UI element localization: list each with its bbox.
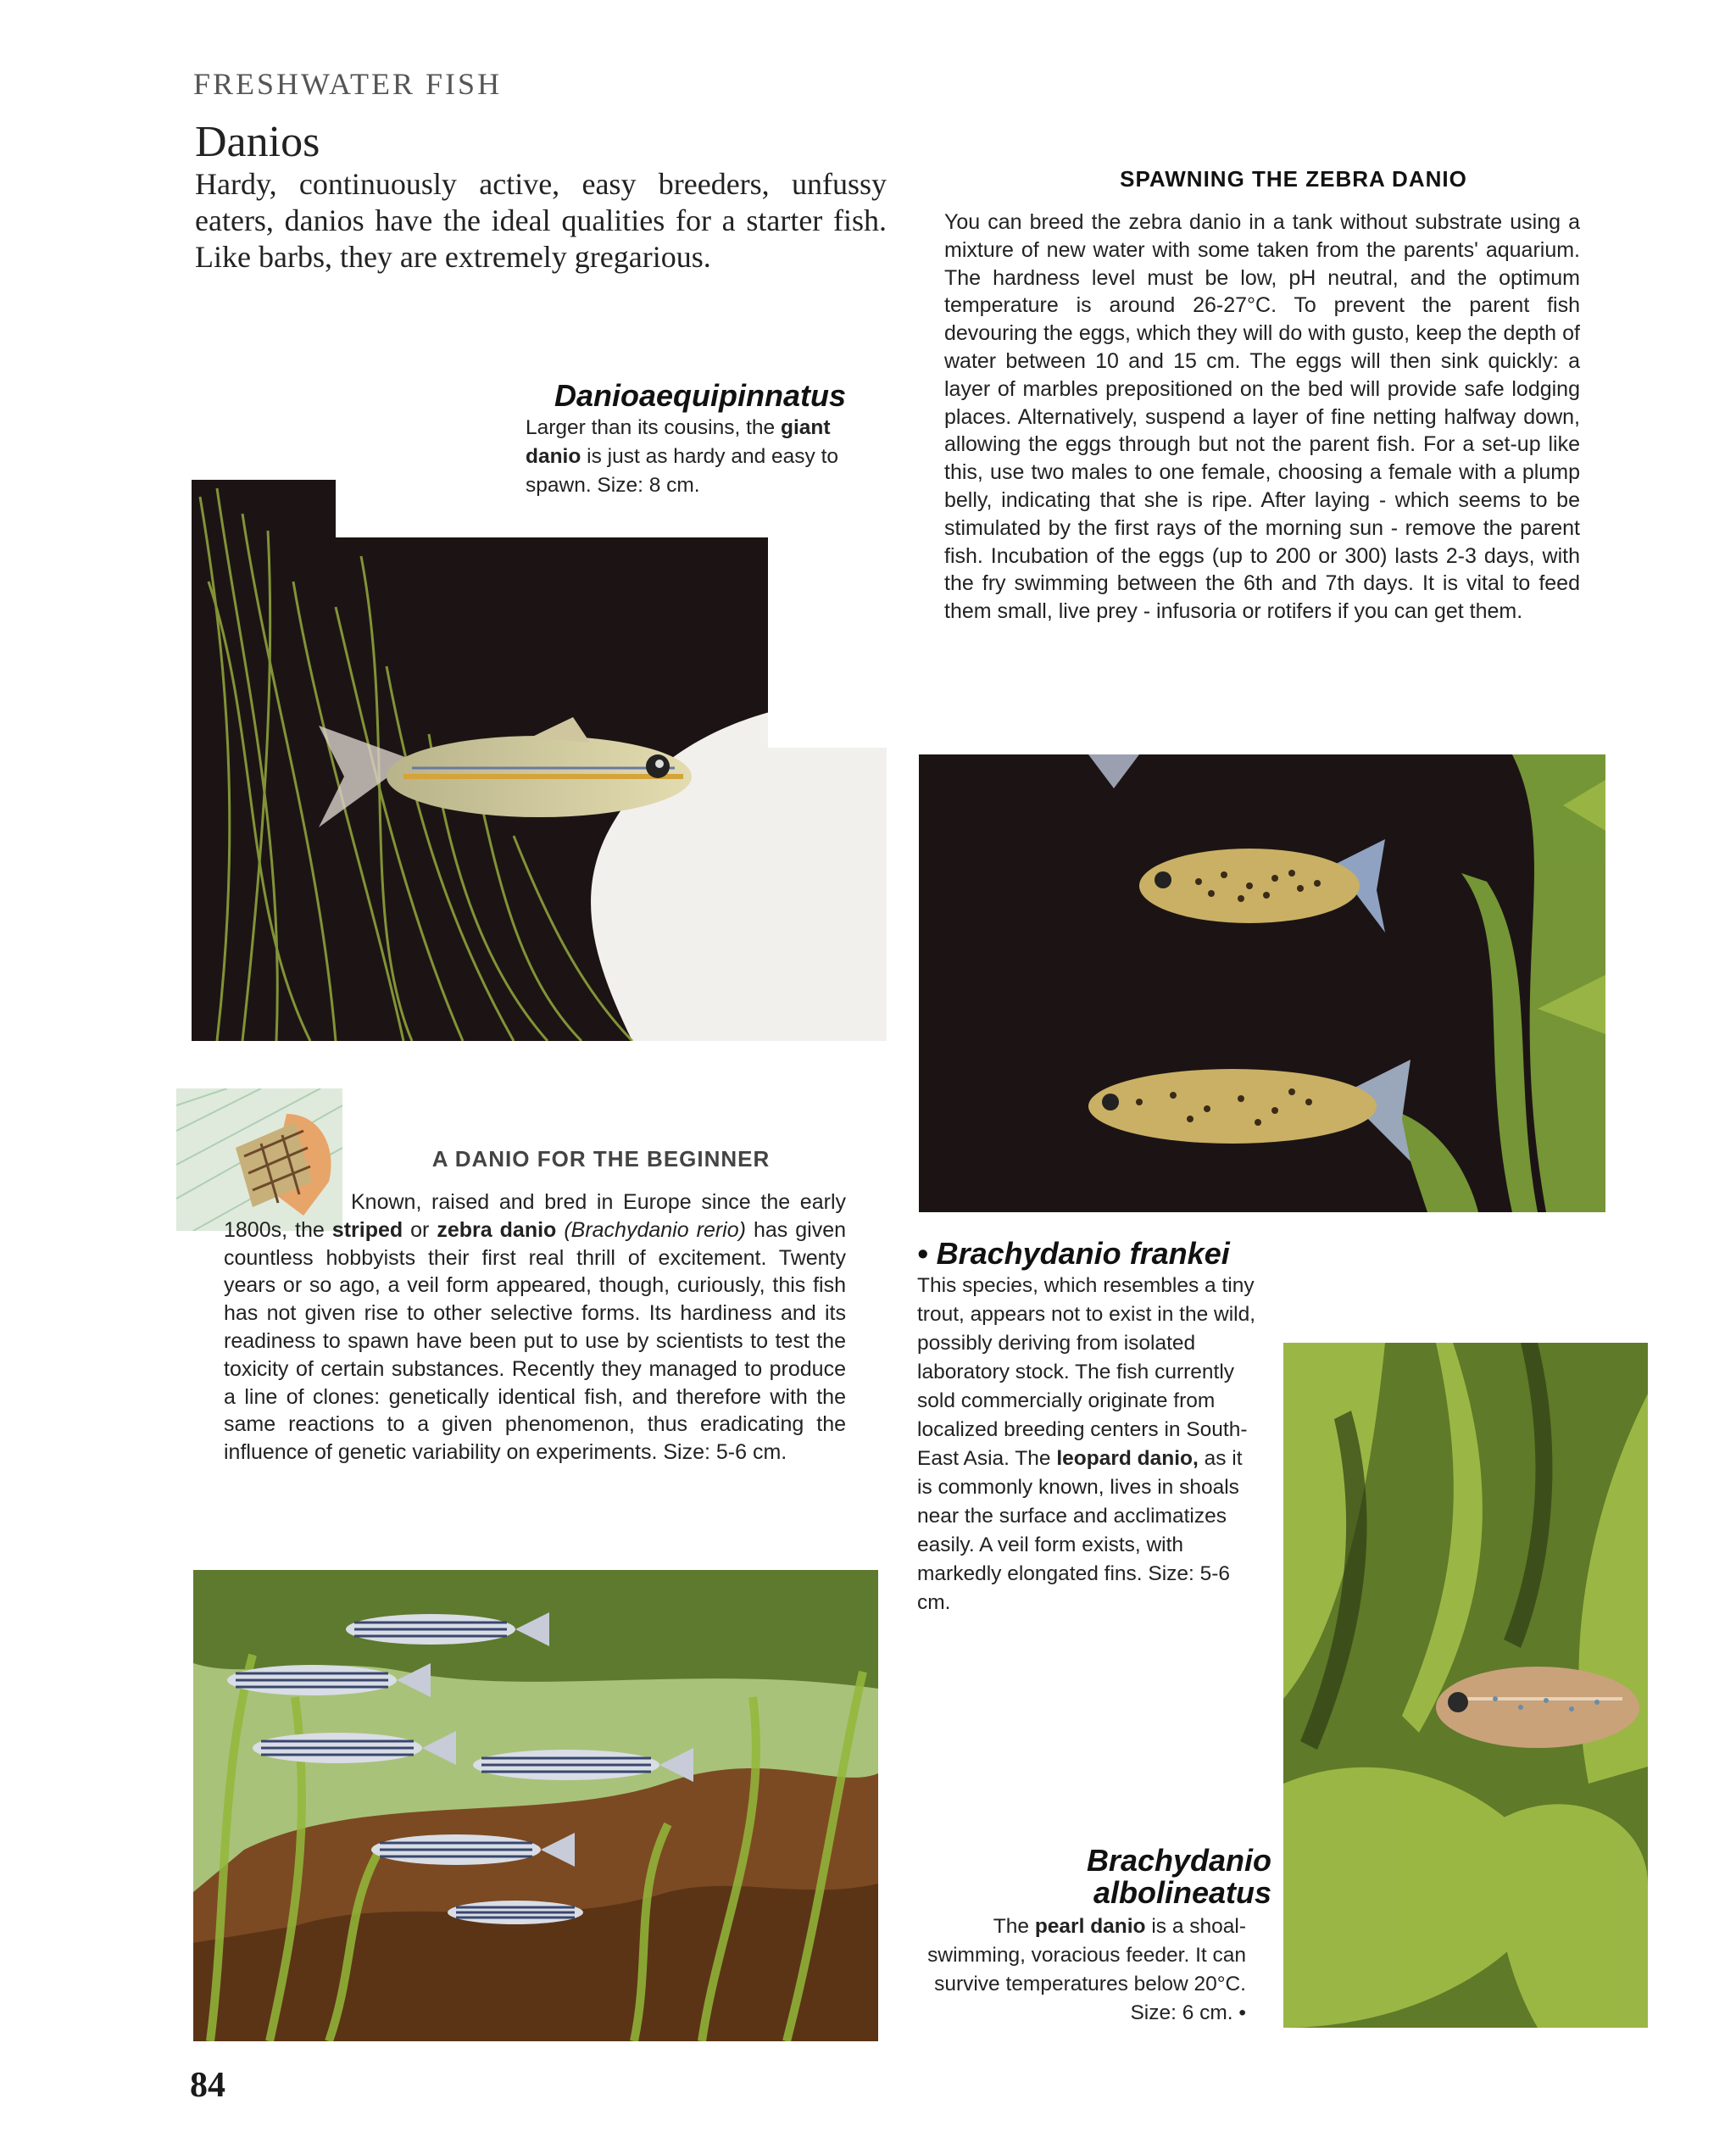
giant-danio-bold: giant danio bbox=[526, 416, 831, 468]
beginner-italic: (Brachydanio rerio) bbox=[564, 1217, 746, 1242]
pearl-danio-photo bbox=[1283, 1343, 1648, 2028]
beginner-text-2: or bbox=[403, 1217, 437, 1242]
albolineatus-caption bbox=[924, 1912, 1246, 2028]
page-title: Danios bbox=[195, 118, 320, 166]
frankei-text-2: as it is commonly known, lives in shoals near the surface and acclimatizes easily. A veil form exists, with markedly elongated fins. Size: 5-6 cm. bbox=[917, 1447, 1243, 1614]
albolineatus-bold: pearl danio bbox=[1034, 1915, 1146, 1938]
albolineatus-title-line1: Brachydanio bbox=[1086, 1843, 1271, 1878]
beginner-bold-1: striped bbox=[331, 1217, 403, 1242]
intro-paragraph: Hardy, continuously active, easy breeders, unfussy eaters, danios have the ideal qualities for a starter fish. Like barbs, they are extremely gregarious. bbox=[195, 167, 887, 274]
frankei-text-1: This species, which resembles a tiny trout, appears not to exist in the wild, possibly deriving from isolated laboratory stock. The fish currently sold commercially originate from localized breeding centers in South-East Asia. The bbox=[917, 1274, 1256, 1470]
leopard-danio-photo bbox=[919, 754, 1605, 1212]
beginner-text-1: Known, raised and bred in Europe since the early 1800s, the bbox=[224, 1190, 846, 1242]
albolineatus-text-2: is a shoal-swimming, voracious feeder. It can survive temperatures below 20°C. Size: 6 cm. • bbox=[927, 1915, 1246, 2024]
frankei-caption bbox=[917, 1272, 1256, 1617]
beginner-heading: A DANIO FOR THE BEGINNER bbox=[431, 1146, 771, 1172]
albolineatus-title bbox=[1000, 1845, 1271, 1909]
beginner-bold-2: zebra danio bbox=[437, 1217, 557, 1242]
page-number: 84 bbox=[190, 2066, 225, 2105]
giant-danio-title: Danioaequipinnatus bbox=[554, 378, 847, 413]
spawning-heading: SPAWNING THE ZEBRA DANIO bbox=[1120, 166, 1467, 192]
giant-danio-text-a: Larger than its cousins, the bbox=[526, 416, 781, 439]
giant-danio-photo bbox=[192, 480, 887, 1041]
frankei-title: • Brachydanio frankei bbox=[917, 1236, 1230, 1271]
beginner-text-4: has given countless hobbyists their first real thrill of excitement. Twenty years or so ago, a veil form appeared, though, curiously, this fish has not given rise to other selective forms. Its hardiness and its readiness to spawn have been put to use by scientists to test the toxicity of certain substances. Recently they managed to produce a line of clones: genetically identical fish, and therefore with the same reactions to a given phenomenon, thus eradicating the influence of genetic variability on experiments. Size: 5-6 cm. bbox=[224, 1217, 847, 1465]
beginner-text bbox=[224, 1188, 846, 1467]
zebra-danio-photo bbox=[193, 1570, 878, 2041]
beginner-text-3 bbox=[556, 1218, 564, 1242]
giant-danio-text-b: is just as hardy and easy to spawn. Size: 8 cm. bbox=[526, 445, 839, 497]
albolineatus-title-line2: albolineatus bbox=[1093, 1875, 1271, 1910]
albolineatus-text-1: The bbox=[993, 1915, 1035, 1938]
frankei-bold: leopard danio, bbox=[1056, 1447, 1199, 1470]
spawning-text: You can breed the zebra danio in a tank without substrate using a mixture of new water with some taken from the parents' aquarium. The hardness level must be low, pH neutral, and the optimum temperature is around 26-27°C. To prevent the parent fish devouring the eggs, which they will do with gusto, keep the depth of water between 10 and 15 cm. The eggs will then sink quickly: a layer of marbles prepositioned on the bed will provide safe lodging places. Alternatively, suspend a layer of fine netting halfway down, allowing the eggs through but not the parent fish. For a set-up like this, use two males to one female, choosing a female with a plump belly, indicating that she is ripe. After laying - which seems to be stimulated by the first rays of the morning sun - remove the parent fish. Incubation of the eggs (up to 200 or 300) lasts 2-3 days, with the fry swimming between the 6th and 7th days. It is vital to feed them small, live prey - infusoria or rotifers if you can get them. bbox=[944, 210, 1580, 624]
section-label: FRESHWATER FISH bbox=[193, 67, 503, 101]
